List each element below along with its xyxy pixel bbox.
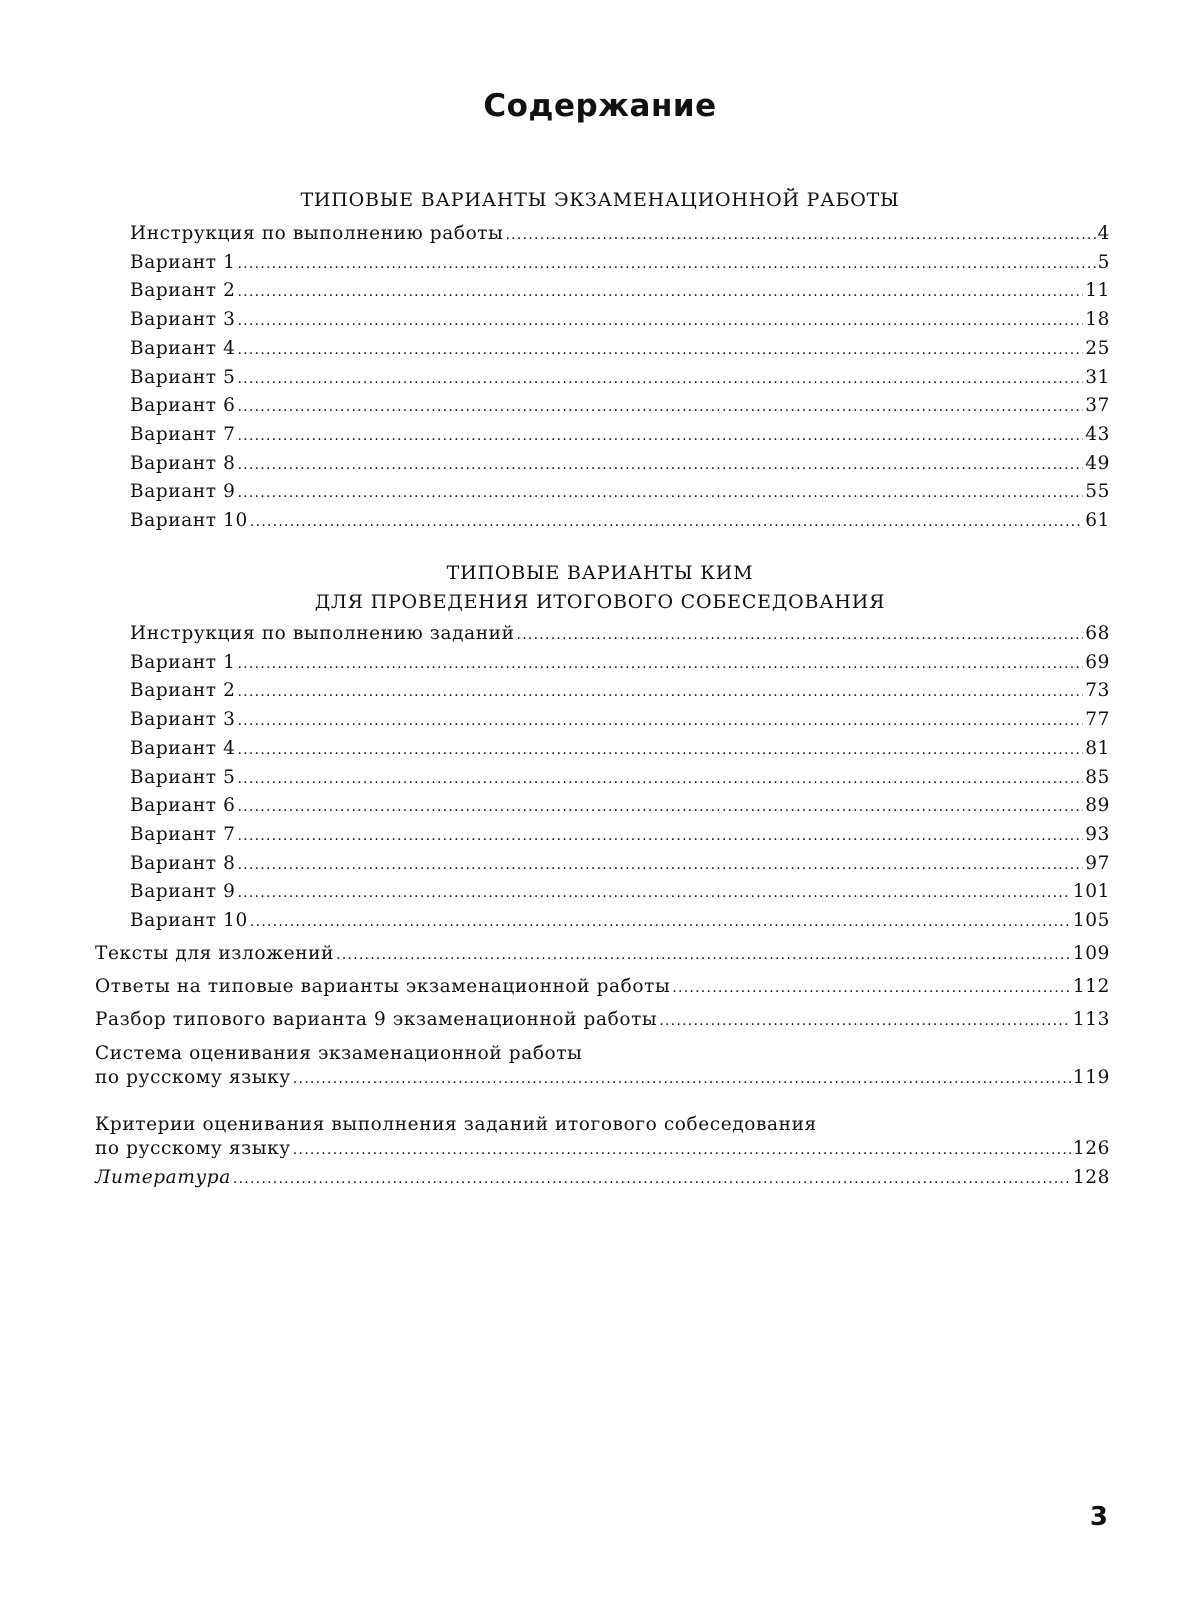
toc-entry-page: 11 xyxy=(1085,280,1110,302)
toc-entry-page: 68 xyxy=(1085,623,1110,644)
toc-entry-label: Вариант 8 xyxy=(130,452,236,474)
toc-entry-label: Инструкция по выполнению работы xyxy=(130,223,504,244)
toc-entry[interactable] xyxy=(130,795,1110,823)
toc-entry-page: 97 xyxy=(1085,852,1110,874)
toc-entry[interactable] xyxy=(130,680,1110,708)
dot-leader xyxy=(336,943,1071,964)
toc-entry-criteria-line1: Критерии оценивания выполнения заданий итогового собеседования xyxy=(95,1114,817,1135)
toc-entry-page: 5 xyxy=(1097,251,1110,273)
dot-leader xyxy=(237,424,1083,445)
toc-entry-label: Вариант 9 xyxy=(130,881,236,903)
toc-entry[interactable] xyxy=(130,395,1110,423)
toc-entry[interactable] xyxy=(130,910,1110,938)
toc-entry-page: 85 xyxy=(1085,766,1110,788)
toc-entry-label: Вариант 5 xyxy=(130,366,236,388)
dot-leader xyxy=(237,453,1083,474)
toc-entry-label: Разбор типового варианта 9 экзаменационной работы xyxy=(95,1009,658,1030)
toc-entry[interactable] xyxy=(130,309,1110,337)
dot-leader xyxy=(250,910,1071,931)
toc-entry-page: 128 xyxy=(1072,1167,1110,1188)
toc-entry-label: Вариант 3 xyxy=(130,709,236,731)
dot-leader xyxy=(237,795,1083,816)
page-number: 3 xyxy=(1089,1502,1108,1532)
toc-entry-label: Вариант 1 xyxy=(130,651,236,673)
toc-entry-page: 101 xyxy=(1072,881,1110,903)
toc-entry-label: по русскому языку xyxy=(95,1138,291,1159)
dot-leader xyxy=(237,824,1083,845)
toc-entry-page: 77 xyxy=(1085,709,1110,731)
dot-leader xyxy=(237,252,1095,273)
toc-entry-label: Вариант 4 xyxy=(130,737,236,759)
toc-entry[interactable] xyxy=(130,510,1110,538)
toc-entry-page: 93 xyxy=(1085,823,1110,845)
toc-entry-label: Вариант 7 xyxy=(130,823,236,845)
dot-leader xyxy=(237,338,1083,359)
toc-entry[interactable] xyxy=(130,623,1110,651)
toc-entry-page: 112 xyxy=(1072,976,1110,997)
dot-leader xyxy=(672,976,1071,997)
toc-entry-page: 37 xyxy=(1085,395,1110,417)
toc-entry-label: Вариант 6 xyxy=(130,795,236,817)
toc-entry[interactable] xyxy=(130,252,1110,280)
toc-entry-page: 105 xyxy=(1072,910,1110,931)
toc-entry[interactable] xyxy=(130,738,1110,766)
toc-entry-page: 31 xyxy=(1085,366,1110,388)
toc-entry-label: Вариант 8 xyxy=(130,852,236,874)
toc-entry-page: 55 xyxy=(1085,481,1110,503)
toc-entry-page: 109 xyxy=(1072,943,1110,964)
dot-leader xyxy=(293,1067,1071,1088)
toc-entry-literature[interactable] xyxy=(95,1167,1110,1195)
dot-leader xyxy=(293,1138,1071,1159)
section-heading-kim-line2: ДЛЯ ПРОВЕДЕНИЯ ИТОГОВОГО СОБЕСЕДОВАНИЯ xyxy=(314,591,886,613)
toc-entry-grading-line1: Система оценивания экзаменационной работы xyxy=(95,1043,583,1064)
dot-leader xyxy=(505,223,1095,244)
toc-entry-page: 18 xyxy=(1085,309,1110,331)
toc-entry-page: 89 xyxy=(1085,795,1110,817)
toc-entry[interactable] xyxy=(130,481,1110,509)
toc-entry[interactable] xyxy=(130,424,1110,452)
toc-entry-page: 73 xyxy=(1085,680,1110,702)
toc-entry-page: 25 xyxy=(1085,337,1110,359)
toc-entry-label: Инструкция по выполнению заданий xyxy=(130,623,515,644)
toc-entry[interactable] xyxy=(130,824,1110,852)
toc-entry-label: Вариант 3 xyxy=(130,309,236,331)
toc-entry-page: 43 xyxy=(1085,423,1110,445)
toc-entry-label: Вариант 1 xyxy=(130,251,236,273)
dot-leader xyxy=(237,395,1083,416)
dot-leader xyxy=(237,280,1083,301)
dot-leader xyxy=(233,1167,1071,1188)
toc-entry[interactable] xyxy=(130,280,1110,308)
toc-entry-page: 113 xyxy=(1072,1009,1110,1030)
toc-entry-label: Литература xyxy=(95,1167,231,1188)
toc-entry-label: Вариант 2 xyxy=(130,680,236,702)
dot-leader xyxy=(250,510,1083,531)
toc-entry-label: по русскому языку xyxy=(95,1067,291,1088)
toc-entry-label: Вариант 4 xyxy=(130,337,236,359)
toc-entry-label: Вариант 10 xyxy=(130,910,248,931)
toc-entry-page: 61 xyxy=(1085,510,1110,531)
dot-leader xyxy=(237,709,1083,730)
dot-leader xyxy=(237,367,1083,388)
toc-entry-page: 49 xyxy=(1085,452,1110,474)
dot-leader xyxy=(237,652,1083,673)
toc-entry-label: Вариант 9 xyxy=(130,481,236,503)
dot-leader xyxy=(237,767,1083,788)
section-heading-kim-line1: ТИПОВЫЕ ВАРИАНТЫ КИМ xyxy=(446,562,754,584)
toc-entry-label: Вариант 7 xyxy=(130,423,236,445)
toc-entry[interactable] xyxy=(130,453,1110,481)
toc-entry-page: 126 xyxy=(1072,1138,1110,1159)
toc-entry-page: 4 xyxy=(1097,223,1110,244)
dot-leader xyxy=(237,853,1083,874)
toc-entry[interactable] xyxy=(130,367,1110,395)
dot-leader xyxy=(659,1009,1071,1030)
section-heading-exam-variants: ТИПОВЫЕ ВАРИАНТЫ ЭКЗАМЕНАЦИОННОЙ РАБОТЫ xyxy=(300,189,900,211)
toc-entry[interactable] xyxy=(130,881,1110,909)
toc-entry-label: Вариант 6 xyxy=(130,395,236,417)
page-title: Содержание xyxy=(483,88,717,124)
toc-entry-page: 69 xyxy=(1085,651,1110,673)
toc-entry-page: 119 xyxy=(1072,1067,1110,1088)
toc-entry[interactable] xyxy=(130,223,1110,251)
dot-leader xyxy=(517,623,1084,644)
dot-leader xyxy=(237,481,1083,502)
toc-entry-grading[interactable] xyxy=(95,1067,1110,1095)
dot-leader xyxy=(237,309,1083,330)
toc-entry-label: Вариант 2 xyxy=(130,280,236,302)
toc-entry-analysis[interactable] xyxy=(95,1009,1110,1037)
toc-entry[interactable] xyxy=(130,338,1110,366)
dot-leader xyxy=(237,738,1083,759)
toc-entry[interactable] xyxy=(130,853,1110,881)
toc-entry-criteria[interactable] xyxy=(95,1138,1110,1166)
toc-entry-label: Ответы на типовые варианты экзаменационной работы xyxy=(95,976,671,997)
toc-entry[interactable] xyxy=(130,709,1110,737)
toc-entry-label: Тексты для изложений xyxy=(95,943,335,964)
toc-entry-answers[interactable] xyxy=(95,976,1110,1004)
toc-entry-label: Вариант 10 xyxy=(130,510,248,531)
toc-entry[interactable] xyxy=(130,652,1110,680)
toc-entry-texts[interactable] xyxy=(95,943,1110,971)
toc-entry[interactable] xyxy=(130,767,1110,795)
dot-leader xyxy=(237,680,1083,701)
dot-leader xyxy=(237,881,1070,902)
toc-entry-page: 81 xyxy=(1085,737,1110,759)
toc-entry-label: Вариант 5 xyxy=(130,766,236,788)
